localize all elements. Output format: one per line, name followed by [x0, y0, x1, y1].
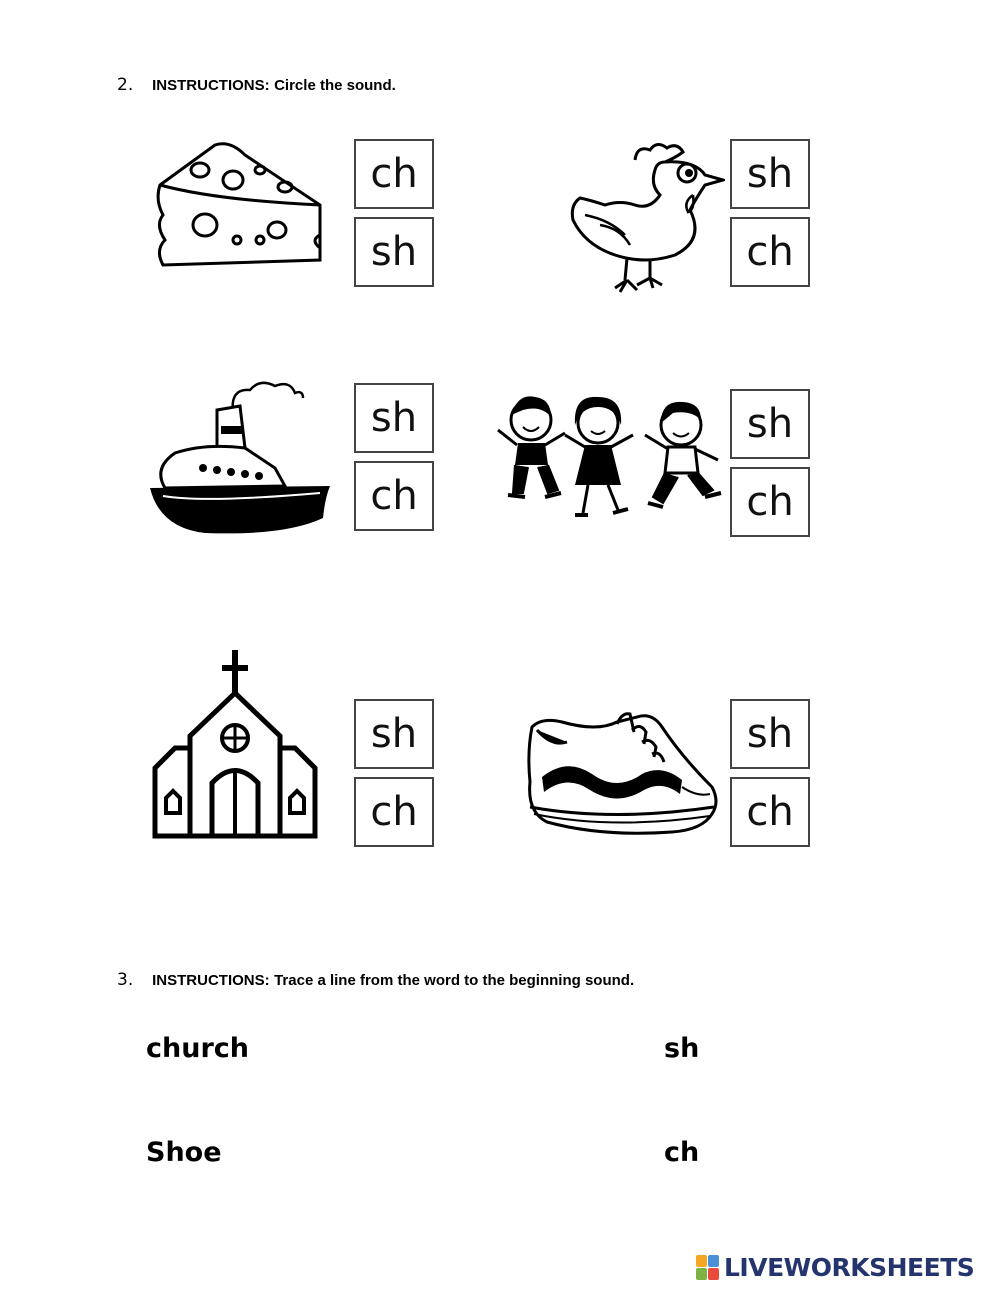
- ship-picture: [145, 378, 340, 543]
- sound-ch[interactable]: ch: [664, 1137, 700, 1168]
- ship-option-2[interactable]: ch: [354, 461, 434, 531]
- section-2-heading: [117, 75, 396, 95]
- word-church[interactable]: church: [146, 1033, 249, 1064]
- cheese-picture: [155, 140, 325, 270]
- church-picture: [150, 648, 320, 843]
- liveworksheets-logo-icon: [696, 1255, 720, 1281]
- section-3-heading: [117, 970, 634, 990]
- cheese-option-2[interactable]: sh: [354, 217, 434, 287]
- word-shoe[interactable]: Shoe: [146, 1137, 222, 1168]
- shoe-option-2[interactable]: ch: [730, 777, 810, 847]
- chicken-option-1[interactable]: sh: [730, 139, 810, 209]
- section-2-number: 2.: [117, 75, 134, 95]
- sound-sh[interactable]: sh: [664, 1033, 700, 1064]
- church-option-1[interactable]: sh: [354, 699, 434, 769]
- section-3-label: INSTRUCTIONS:: [152, 972, 270, 989]
- shoe-picture: [522, 702, 722, 842]
- section-2-instruction: Circle the sound.: [274, 77, 396, 94]
- chicken-option-2[interactable]: ch: [730, 217, 810, 287]
- children-option-1[interactable]: sh: [730, 389, 810, 459]
- section-2-label: INSTRUCTIONS:: [152, 77, 270, 94]
- children-picture: [493, 385, 728, 525]
- church-option-2[interactable]: ch: [354, 777, 434, 847]
- children-option-2[interactable]: ch: [730, 467, 810, 537]
- liveworksheets-brand: LIVEWORKSHEETS: [724, 1253, 975, 1282]
- section-3-instruction: Trace a line from the word to the beginning sound.: [274, 972, 635, 989]
- shoe-option-1[interactable]: sh: [730, 699, 810, 769]
- cheese-option-1[interactable]: ch: [354, 139, 434, 209]
- chicken-picture: [565, 140, 725, 295]
- liveworksheets-logo: [696, 1253, 974, 1282]
- ship-option-1[interactable]: sh: [354, 383, 434, 453]
- section-3-number: 3.: [117, 970, 134, 990]
